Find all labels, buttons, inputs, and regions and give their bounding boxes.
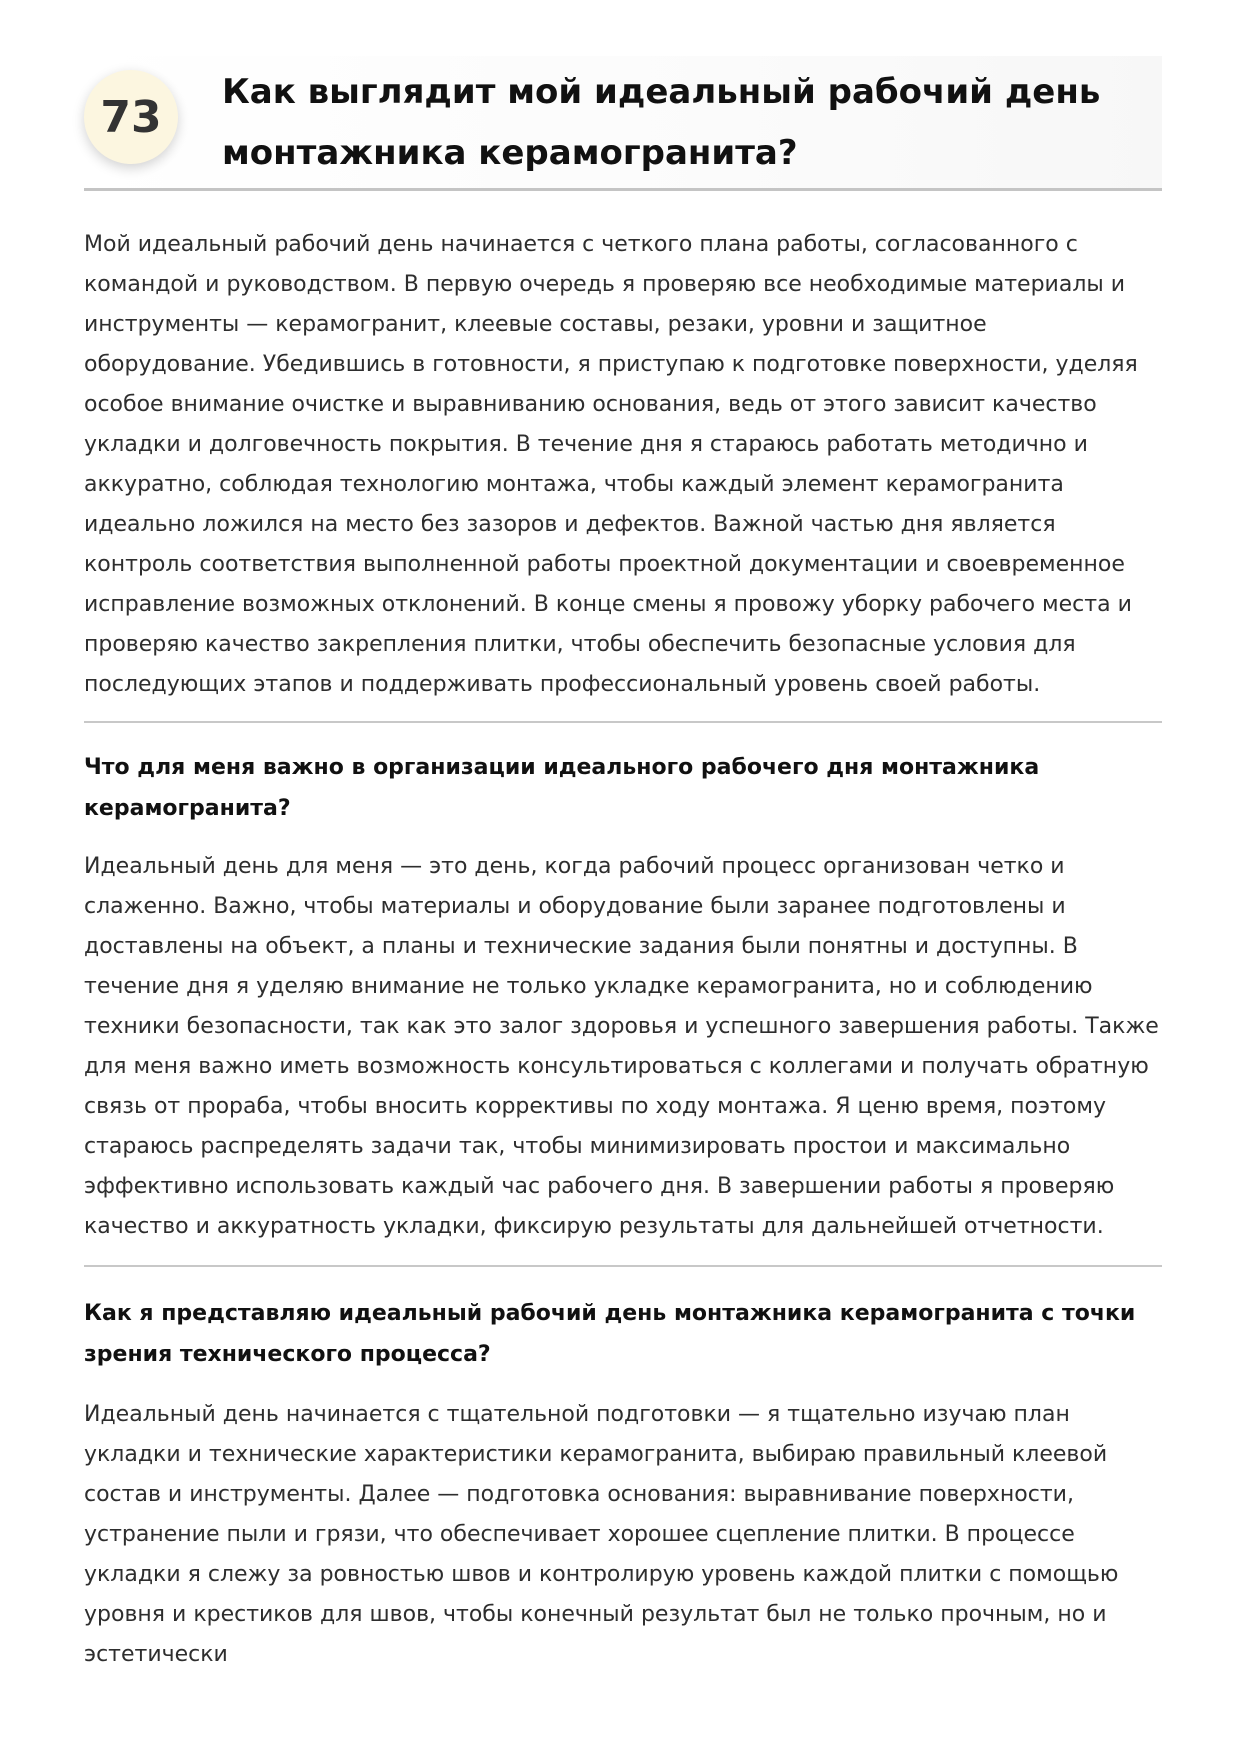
section-paragraph: Идеальный день для меня — это день, когда рабочий процесс организован четко и слаженно. Важно, чтобы материалы и оборудование были заранее подготовлены и доставлены на объект, а планы и технические задания были понятны и доступны. В течение дня я уделяю внимание не только укладке керамогранита, но и соблюдению техники безопасности, так как это залог здоровья и успешного завершения работы. Также для меня важно иметь возможность консультироваться с коллегами и получать обратную связь от прораба, чтобы вносить коррективы по ходу монтажа. Я ценю время, поэтому стараюсь распределять задачи так, чтобы минимизировать простои и максимально эффективно использовать каждый час рабочего дня. В завершении работы я проверяю качество и аккуратность укладки, фиксирую результаты для дальнейшей отчетности. — [84, 854, 1159, 1239]
question-number-badge: 73 — [84, 70, 178, 164]
page-content — [84, 56, 1162, 1675]
question-header — [84, 56, 1162, 191]
intro-paragraph: Мой идеальный рабочий день начинается с четкого плана работы, согласованного с командой и руководством. В первую очередь я проверяю все необходимые материалы и инструменты — керамогранит, клеевые составы, резаки, уровни и защитное оборудование. Убедившись в готовности, я приступаю к подготовке поверхности, уделяя особое внимание очистке и выравниванию основания, ведь от этого зависит качество укладки и долговечность покрытия. В течение дня я стараюсь работать методично и аккуратно, соблюдая технологию монтажа, чтобы каждый элемент керамогранита идеально ложился на место без зазоров и дефектов. Важной частью дня является контроль соответствия выполненной работы проектной документации и своевременное исправление возможных отклонений. В конце смены я провожу уборку рабочего места и проверяю качество закрепления плитки, чтобы обеспечить безопасные условия для последующих этапов и поддерживать профессиональный уровень своей работы. — [84, 232, 1138, 697]
section-paragraph: Идеальный день начинается с тщательной подготовки — я тщательно изучаю план укладки и технические характеристики керамогранита, выбираю правильный клеевой состав и инструменты. Далее — подготовка основания: выравнивание поверхности, устранение пыли и грязи, что обеспечивает хорошее сцепление плитки. В процессе укладки я слежу за ровностью швов и контролирую уровень каждой плитки с помощью уровня и крестиков для швов, чтобы конечный результат был не только прочным, но и эстетически — [84, 1402, 1119, 1667]
section-divider — [84, 1265, 1162, 1267]
section-heading: Как я представляю идеальный рабочий день монтажника керамогранита с точки зрения технического процесса? — [84, 1301, 1136, 1367]
page-title: Как выглядит мой идеальный рабочий день монтажника керамогранита? — [222, 72, 1101, 173]
section-heading: Что для меня важно в организации идеального рабочего дня монтажника керамогранита? — [84, 755, 1040, 821]
section-divider — [84, 721, 1162, 723]
